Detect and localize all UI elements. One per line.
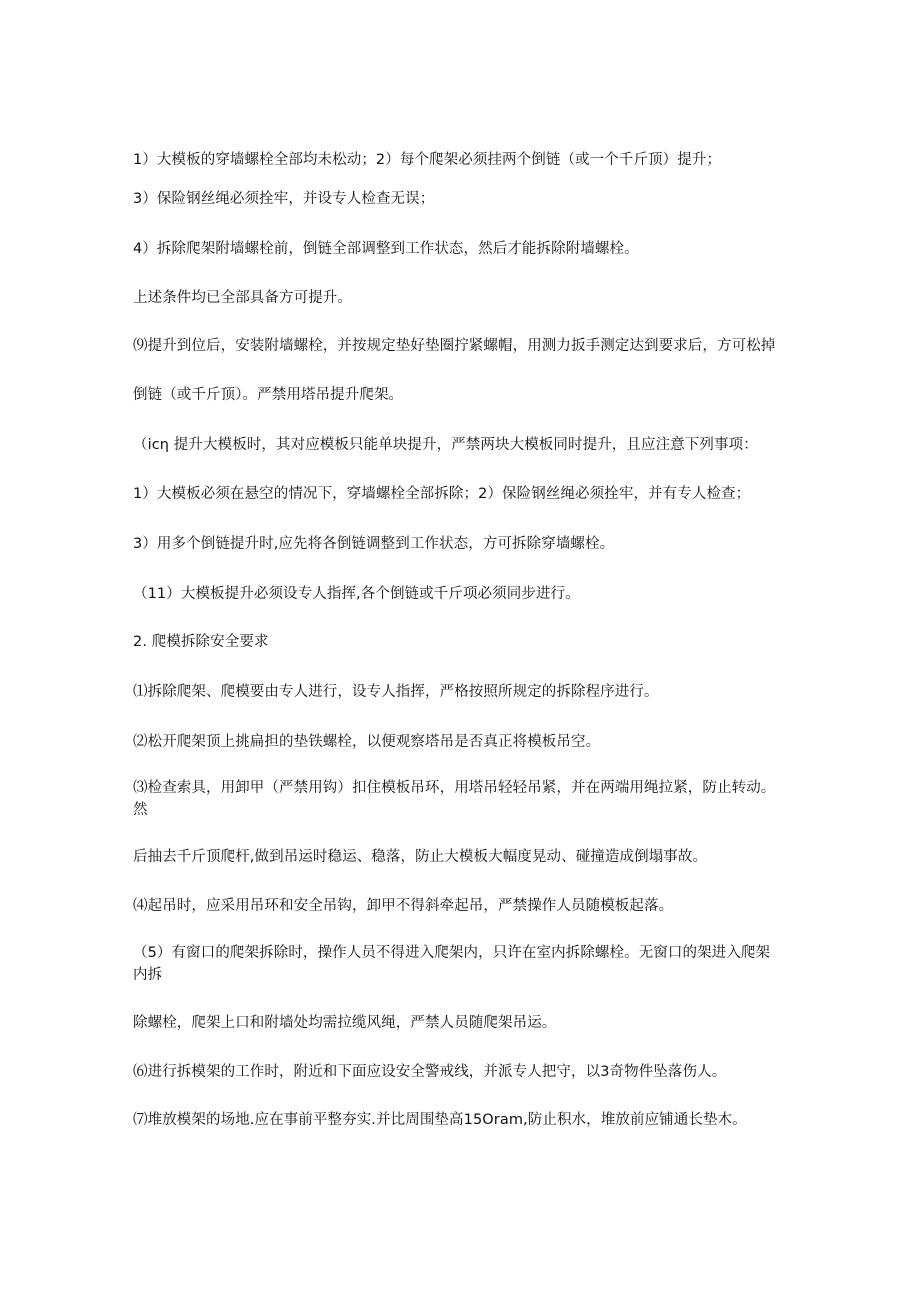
text-line: 除螺栓，爬架上口和附墙处均需拉缆风绳，严禁人员随爬架吊运。 <box>133 1015 557 1031</box>
text-line: ⑴拆除爬架、爬模要由专人进行，设专人指挥，严格按照所规定的拆除程序进行。 <box>133 684 659 700</box>
text-line: 然 <box>133 802 148 818</box>
text-line: ⑷起吊时，应采用吊环和安全吊钩，卸甲不得斜牵起吊，严禁操作人员随模板起落。 <box>133 898 674 914</box>
text-line: 内拆 <box>133 967 163 983</box>
text-line: ⑶检查索具，用卸甲（严禁用钩）扣住模板吊环，用塔吊轻轻吊紧，并在两端用绳拉紧，防止转动。 <box>133 780 776 796</box>
text-line: （5）有窗口的爬架拆除时，操作人员不得进入爬架内，只许在室内拆除螺栓。无窗口的架进入爬架 <box>133 945 771 961</box>
text-line: 倒链（或千斤顶）。严禁用塔吊提升爬架。 <box>133 387 404 403</box>
text-line: 4）拆除爬架附墙螺栓前，倒链全部调整到工作状态，然后才能拆除附墙螺栓。 <box>133 241 639 257</box>
text-line: 上述条件均已全部具备方可提升。 <box>133 290 352 306</box>
text-line: 1）大模板的穿墙螺栓全部均未松动；2）每个爬架必须挂两个倒链（或一个千斤顶）提升； <box>133 152 722 168</box>
text-line: 后抽去千斤顶爬杆,做到吊运时稳运、稳落，防止大模板大幅度晃动、碰撞造成倒塌事故。 <box>133 849 708 865</box>
text-line: 3）保险钢丝绳必须拴牢，并设专人检查无误； <box>133 191 435 207</box>
text-line: （11）大模板提升必须设专人指挥,各个倒链或千斤项必须同步进行。 <box>133 586 580 602</box>
section-heading: 2. 爬模拆除安全要求 <box>133 634 269 650</box>
text-line: ⑵松开爬架顶上挑扁担的垫铁螺栓，以便观察塔吊是否真正将模板吊空。 <box>133 734 601 750</box>
text-line: ⑹进行拆模架的工作时，附近和下面应设安全警戒线，并派专人把守，以3奇物件坠落伤人。 <box>133 1064 727 1080</box>
text-line: ⑺堆放模架的场地.应在事前平整夯实.并比周围垫高15Oram,防止积水，堆放前应铺通长垫木。 <box>133 1112 747 1128</box>
text-line: ⑼提升到位后，安装附墙螺栓，并按规定垫好垫圈拧紧螺帽，用测力扳手测定达到要求后，方可松掉 <box>133 338 776 354</box>
text-line: （icη 提升大模板时，其对应模板只能单块提升，严禁两块大模板同时提升，且应注意下列事项： <box>133 437 758 453</box>
text-line: 1）大模板必须在悬空的情况下，穿墙螺栓全部拆除；2）保险钢丝绳必须拴牢，并有专人检查； <box>133 486 751 502</box>
text-line: 3）用多个倒链提升时,应先将各倒链调整到工作状态，方可拆除穿墙螺栓。 <box>133 536 615 552</box>
